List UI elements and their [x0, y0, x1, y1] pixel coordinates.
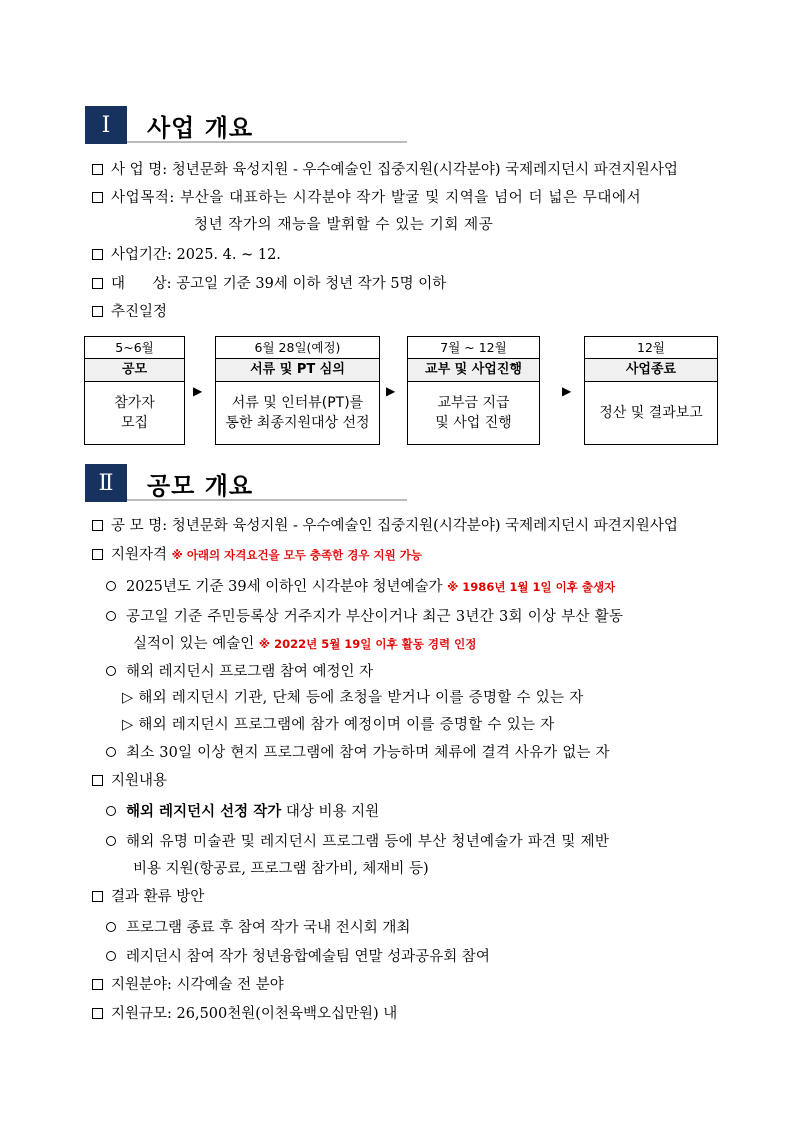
checkbox-icon: [92, 891, 103, 902]
list-item: 사업목적: 부산을 대표하는 시각분야 작가 발굴 및 지역을 넘어 더 넓은 무대에서: [92, 188, 641, 208]
checkbox-icon: [92, 192, 103, 203]
arrow-right-icon: ▶: [562, 384, 572, 398]
sub-item: ▷ 해외 레지던시 기관, 단체 등에 초청을 받거나 이를 증명할 수 있는 자: [122, 690, 584, 706]
arrow-right-icon: ▶: [193, 384, 203, 398]
section-number: Ⅰ: [85, 106, 127, 144]
list-item-continuation: 비용 지원(항공료, 프로그램 참가비, 체재비 등): [133, 861, 429, 877]
checkbox-icon: [92, 306, 103, 317]
list-item: 해외 유명 미술관 및 레지던시 프로그램 등에 부산 청년예술가 파견 및 제반: [106, 832, 609, 852]
list-item: 2025년도 기준 39세 이하인 시각분야 청년예술가 ※ 1986년 1월 1일 이후 출생자: [106, 577, 615, 597]
section-number: Ⅱ: [85, 464, 127, 502]
schedule-step: 6월 28일(예정) 서류 및 PT 심의 서류 및 인터뷰(PT)를 통한 최종지원대상 선정: [215, 336, 380, 445]
section-2-header: [85, 463, 253, 503]
checkbox-icon: [92, 775, 103, 786]
circle-bullet-icon: [106, 836, 116, 846]
list-item: 대 상: 공고일 기준 39세 이하 청년 작가 5명 이하: [92, 274, 446, 294]
sub-item: ▷ 해외 레지던시 프로그램에 참가 예정이며 이를 증명할 수 있는 자: [122, 717, 555, 733]
section-title: 사업 개요: [147, 113, 254, 142]
arrow-right-icon: ▶: [386, 384, 396, 398]
section-underline: [127, 141, 407, 143]
list-item: 해외 레지던시 프로그램 참여 예정인 자: [106, 662, 373, 682]
section-1-header: [85, 105, 253, 145]
schedule-step: 7월 ~ 12월 교부 및 사업진행 교부금 지급 및 사업 진행: [407, 336, 540, 445]
list-item: 해외 레지던시 선정 작가 대상 비용 지원: [106, 802, 379, 822]
list-item: 추진일정: [92, 302, 167, 322]
circle-bullet-icon: [106, 611, 116, 621]
list-item: 사 업 명: 청년문화 육성지원 - 우수예술인 집중지원(시각분야) 국제레지던시 파견지원사업: [92, 160, 678, 180]
circle-bullet-icon: [106, 747, 116, 757]
checkbox-icon: [92, 979, 103, 990]
list-item: 최소 30일 이상 현지 프로그램에 참여 가능하며 체류에 결격 사유가 없는 자: [106, 743, 610, 763]
checkbox-icon: [92, 278, 103, 289]
list-item: 프로그램 종료 후 참여 작가 국내 전시회 개최: [106, 918, 410, 938]
list-item-continuation: 실적이 있는 예술인 ※ 2022년 5월 19일 이후 활동 경력 인정: [133, 636, 477, 652]
list-item: 레지던시 참여 작가 청년융합예술팀 연말 성과공유회 참여: [106, 947, 490, 967]
checkbox-icon: [92, 164, 103, 175]
list-item: 결과 환류 방안: [92, 887, 204, 907]
checkbox-icon: [92, 249, 103, 260]
circle-bullet-icon: [106, 951, 116, 961]
list-item: 지원분야: 시각예술 전 분야: [92, 975, 284, 995]
list-item: 지원규모: 26,500천원(이천육백오십만원) 내: [92, 1004, 397, 1024]
circle-bullet-icon: [106, 581, 116, 591]
checkbox-icon: [92, 1008, 103, 1019]
list-item: 공고일 기준 주민등록상 거주지가 부산이거나 최근 3년간 3회 이상 부산 활동: [106, 607, 623, 627]
schedule-step: 12월 사업종료 정산 및 결과보고: [584, 336, 718, 445]
list-item: 공 모 명: 청년문화 육성지원 - 우수예술인 집중지원(시각분야) 국제레지던시 파견지원사업: [92, 516, 678, 536]
checkbox-icon: [92, 549, 103, 560]
list-item: 지원내용: [92, 771, 167, 791]
list-item: 지원자격 ※ 아래의 자격요건을 모두 충족한 경우 지원 가능: [92, 545, 422, 565]
checkbox-icon: [92, 520, 103, 531]
schedule-step: 5~6월 공모 참가자 모집: [84, 336, 185, 445]
section-underline: [127, 499, 407, 501]
circle-bullet-icon: [106, 806, 116, 816]
list-item-continuation: 청년 작가의 재능을 발휘할 수 있는 기회 제공: [194, 217, 494, 233]
section-title: 공모 개요: [147, 471, 254, 500]
circle-bullet-icon: [106, 666, 116, 676]
list-item: 사업기간: 2025. 4. ~ 12.: [92, 245, 281, 265]
circle-bullet-icon: [106, 922, 116, 932]
